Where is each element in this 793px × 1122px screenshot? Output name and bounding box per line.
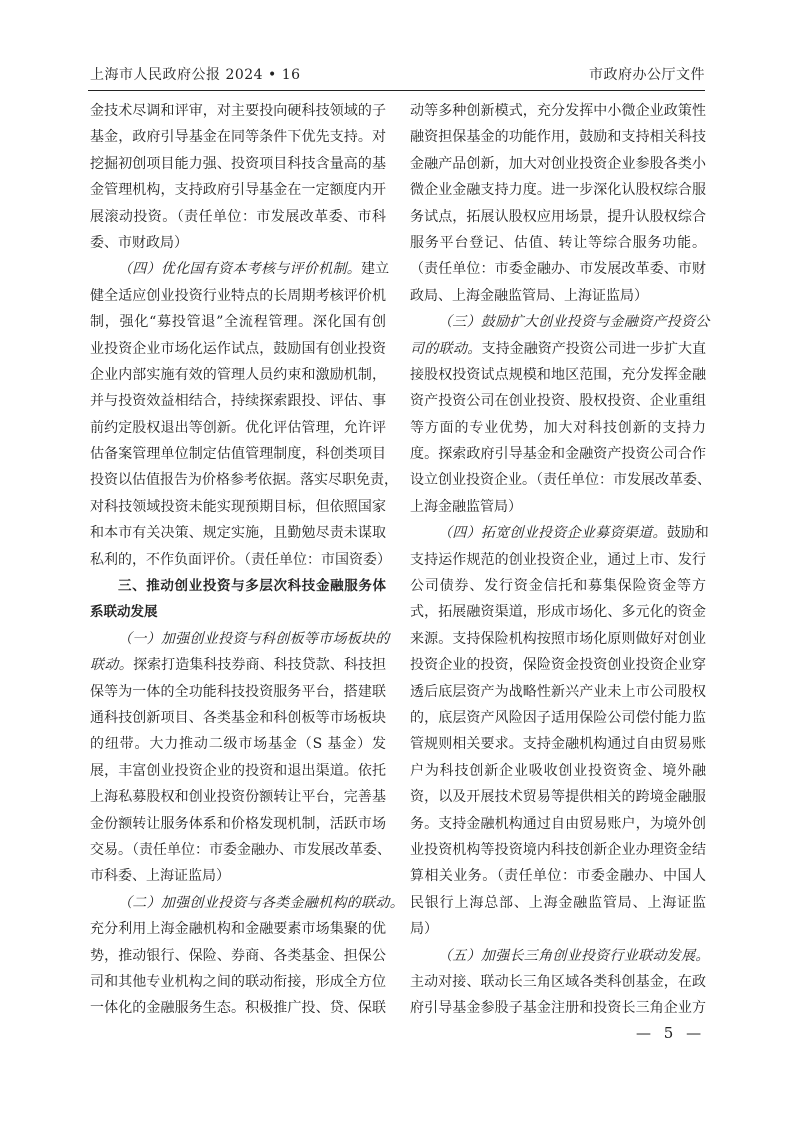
body-text: 充分利用上海金融机构和金融要素市场集聚的优 — [90, 921, 386, 938]
text-line — [410, 124, 706, 150]
text-line — [410, 916, 706, 942]
body-text: 系联动发展 — [90, 604, 158, 621]
text-line — [90, 494, 386, 520]
subheading-text: （一）加强创业投资与科创板等市场板块的 — [118, 630, 390, 647]
body-text: 微企业金融支持力度。进一步深化认股权综合服 — [410, 182, 706, 199]
body-text: 前约定股权退出等创新。优化评估管理，允许评 — [90, 419, 386, 436]
body-text: 资，以及开展技术贸易等提供相关的跨境金融服 — [410, 789, 706, 806]
text-line — [410, 494, 706, 520]
text-line — [410, 151, 706, 177]
body-text: 鼓励和 — [666, 525, 709, 542]
body-text: 支持运作规范的创业投资企业，通过上市、发行 — [410, 551, 706, 568]
body-text: 主动对接、联动长三角区域各类科创基金，在政 — [410, 973, 706, 990]
text-line — [90, 705, 386, 731]
body-text: 务试点，拓展认股权应用场景，提升认股权综合 — [410, 208, 706, 225]
page-number: — 5 — — [636, 1024, 706, 1042]
text-line — [90, 995, 386, 1021]
text-line — [410, 784, 706, 810]
body-text: 一体化的金融服务生态。积极推广投、贷、保联 — [90, 1000, 386, 1017]
text-line — [410, 731, 706, 757]
text-line — [90, 573, 386, 599]
body-text: 等方面的专业优势，加大对科技创新的支持力 — [410, 419, 706, 436]
text-line — [410, 705, 706, 731]
text-line — [90, 969, 386, 995]
text-line — [90, 151, 386, 177]
text-line — [410, 336, 706, 362]
body-text: 制，强化“募投管退”全流程管理。深化国有创 — [90, 314, 386, 331]
text-line — [410, 177, 706, 203]
body-text: 度。探索政府引导基金和金融资产投资公司合作 — [410, 446, 706, 463]
text-line — [90, 758, 386, 784]
subheading-text: （四）拓宽创业投资企业募资渠道。 — [438, 525, 667, 542]
text-line — [410, 626, 706, 652]
body-text: 户为科技创新企业吸收创业投资资金、境外融 — [410, 762, 706, 779]
text-line — [410, 890, 706, 916]
body-text: 管规则相关要求。支持金融机构通过自由贸易账 — [410, 736, 706, 753]
body-text: 业投资企业市场化运作试点，鼓励国有创业投资 — [90, 340, 386, 357]
body-text: 基金，政府引导基金在同等条件下优先支持。对 — [90, 129, 386, 146]
running-header-section: 市政府办公厅文件 — [589, 67, 705, 83]
body-text: 设立创业投资企业。（责任单位：市发展改革委、 — [410, 472, 711, 489]
text-line — [410, 758, 706, 784]
text-line — [90, 547, 391, 573]
body-text: 金技术尽调和评审，对主要投向硬科技领域的子 — [90, 103, 386, 119]
body-text: 挖掘初创项目能力强、投资项目科技含量高的基 — [90, 155, 386, 172]
text-line — [410, 98, 706, 124]
paragraph — [90, 890, 404, 1022]
body-text: 资产投资公司在创业投资、股权投资、企业重组 — [410, 393, 706, 410]
section-heading — [90, 573, 386, 626]
text-line — [410, 415, 706, 441]
text-line — [90, 731, 386, 757]
text-line — [410, 441, 706, 467]
text-line — [410, 362, 706, 388]
text-line — [410, 573, 706, 599]
text-line — [90, 811, 386, 837]
body-text: 算相关业务。（责任单位：市委金融办、中国人 — [410, 868, 706, 885]
text-line — [90, 863, 386, 889]
text-line — [410, 467, 711, 493]
body-text: 市科委、上海证监局） — [90, 868, 230, 885]
text-line — [90, 388, 386, 414]
text-line — [410, 309, 710, 335]
body-text: 企业内部实施有效的管理人员约束和激励机制， — [90, 366, 386, 383]
text-line — [90, 415, 386, 441]
text-line — [410, 969, 706, 995]
body-text: 私利的，不作负面评价。（责任单位：市国资委） — [90, 551, 391, 568]
text-line — [410, 995, 706, 1021]
body-text: 府引导基金参股子基金注册和投资长三角企业方 — [410, 1000, 706, 1017]
body-text: 透后底层资产为战略性新兴产业未上市公司股权 — [410, 683, 706, 700]
body-text: 健全适应创业投资行业特点的长周期考核评价机 — [90, 287, 386, 304]
body-text: 交易。（责任单位：市委金融办、市发展改革委、 — [90, 841, 391, 858]
running-header-publication: 上海市人民政府公报 2024 • 16 — [90, 67, 301, 83]
text-line — [90, 467, 398, 493]
body-text: 金份额转让服务体系和价格发现机制，活跃市场 — [90, 815, 386, 832]
text-line — [90, 943, 386, 969]
paragraph — [410, 520, 709, 942]
body-text: 司和其他专业机构之间的联动衔接，形成全方位 — [90, 973, 386, 990]
text-line — [90, 520, 386, 546]
body-text: 三、推动创业投资与多层次科技金融服务体 — [118, 578, 386, 595]
body-text: 支持金融资产投资公司进一步扩大直 — [481, 340, 706, 357]
text-line — [90, 256, 390, 282]
text-line — [90, 626, 390, 652]
text-line — [90, 441, 386, 467]
text-line — [410, 520, 709, 546]
text-line — [410, 283, 706, 309]
paragraph — [90, 626, 391, 890]
body-text: 接股权投资试点规模和地区范围，充分发挥金融 — [410, 366, 706, 383]
body-text: 民银行上海总部、上海金融监管局、上海证监 — [410, 894, 706, 911]
body-text: 通科技创新项目、各类基金和科创板等市场板块 — [90, 709, 386, 726]
body-text: 并与投资效益相结合，持续探索跟投、评估、事 — [90, 393, 386, 410]
subheading-text: （五）加强长三角创业投资行业联动发展。 — [438, 947, 710, 964]
body-text: 上海私募股权和创业投资份额转让平台，完善基 — [90, 789, 386, 806]
text-line — [410, 943, 710, 969]
subheading-text: （二）加强创业投资与各类金融机构的联动。 — [118, 894, 404, 911]
body-text: 融资担保基金的功能作用，鼓励和支持相关科技 — [410, 129, 706, 146]
subheading-text: （四）优化国有资本考核与评价机制。 — [118, 261, 362, 278]
text-line — [90, 837, 391, 863]
text-line — [410, 652, 706, 678]
body-text: 金管理机构，支持政府引导基金在一定额度内开 — [90, 182, 386, 199]
body-text: 展滚动投资。（责任单位：市发展改革委、市科 — [90, 208, 386, 225]
text-line — [90, 599, 386, 625]
text-line — [410, 230, 706, 256]
text-line — [90, 916, 386, 942]
body-text: 业投资机构等投资境内科技创新企业办理资金结 — [410, 841, 706, 858]
body-text: 服务平台登记、估值、转让等综合服务功能。 — [410, 234, 706, 251]
text-line — [90, 309, 386, 335]
paragraph — [410, 309, 711, 520]
body-text: 来源。支持保险机构按照市场化原则做好对创业 — [410, 630, 706, 647]
body-text: 局） — [410, 921, 438, 938]
text-line — [90, 679, 386, 705]
body-text: 和本市有关决策、规定实施，且勤勉尽责未谋取 — [90, 525, 386, 542]
body-text: 投资企业的投资，保险资金投资创业投资企业穿 — [410, 657, 706, 674]
text-line — [90, 230, 386, 256]
text-line — [410, 547, 706, 573]
text-line — [410, 837, 706, 863]
body-text: 展，丰富创业投资企业的投资和退出渠道。依托 — [90, 762, 386, 779]
text-line — [410, 256, 706, 282]
text-line — [410, 811, 706, 837]
body-text: 动等多种创新模式，充分发挥中小微企业政策性 — [410, 103, 706, 119]
paragraph — [410, 98, 706, 309]
body-text: 对科技领域投资未能实现预期目标，但依照国家 — [90, 498, 386, 515]
text-line — [410, 388, 706, 414]
right-column — [410, 98, 711, 1022]
header-rule — [88, 90, 705, 91]
text-line — [90, 362, 386, 388]
text-line — [90, 204, 386, 230]
paragraph — [410, 943, 710, 1022]
body-text: 建立 — [361, 261, 390, 278]
text-line — [90, 652, 386, 678]
text-line — [90, 98, 386, 124]
text-line — [90, 177, 386, 203]
paragraph — [90, 256, 398, 573]
paragraph — [90, 98, 386, 256]
body-text: 上海金融监管局） — [410, 498, 522, 515]
subheading-text: （三）鼓励扩大创业投资与金融资产投资公 — [438, 314, 710, 331]
text-line — [410, 679, 706, 705]
body-text: （责任单位：市委金融办、市发展改革委、市财 — [410, 261, 706, 278]
body-text: 式，拓展融资渠道，形成市场化、多元化的资金 — [410, 604, 706, 621]
body-text: 保等为一体的全功能科技投资服务平台，搭建联 — [90, 683, 386, 700]
text-line — [410, 599, 706, 625]
left-column — [90, 98, 404, 1022]
text-line — [90, 336, 386, 362]
body-text: 投资以估值报告为价格参考依据。落实尽职免责， — [90, 472, 398, 489]
body-text: 的，底层资产风险因子适用保险公司偿付能力监 — [410, 709, 706, 726]
text-line — [90, 784, 386, 810]
text-line — [90, 890, 404, 916]
body-text: 政局、上海金融监管局、上海证监局） — [410, 287, 648, 304]
body-text: 的纽带。大力推动二级市场基金（S 基金）发 — [90, 736, 386, 753]
body-text: 探索打造集科技券商、科技贷款、科技担 — [133, 657, 387, 674]
subheading-text: 联动。 — [90, 657, 134, 674]
body-text: 金融产品创新，加大对创业投资企业参股各类小 — [410, 155, 706, 172]
text-line — [410, 204, 706, 230]
body-text: 势，推动银行、保险、券商、各类基金、担保公 — [90, 947, 386, 964]
body-text: 估备案管理单位制定估值管理制度，科创类项目 — [90, 446, 386, 463]
body-text: 委、市财政局） — [90, 234, 188, 251]
body-text: 务。支持金融机构通过自由贸易账户，为境外创 — [410, 815, 706, 832]
text-line — [410, 863, 706, 889]
body-text: 公司债券、发行资金信托和募集保险资金等方 — [410, 578, 706, 595]
text-line — [90, 124, 386, 150]
subheading-text: 司的联动。 — [410, 340, 482, 357]
text-line — [90, 283, 386, 309]
